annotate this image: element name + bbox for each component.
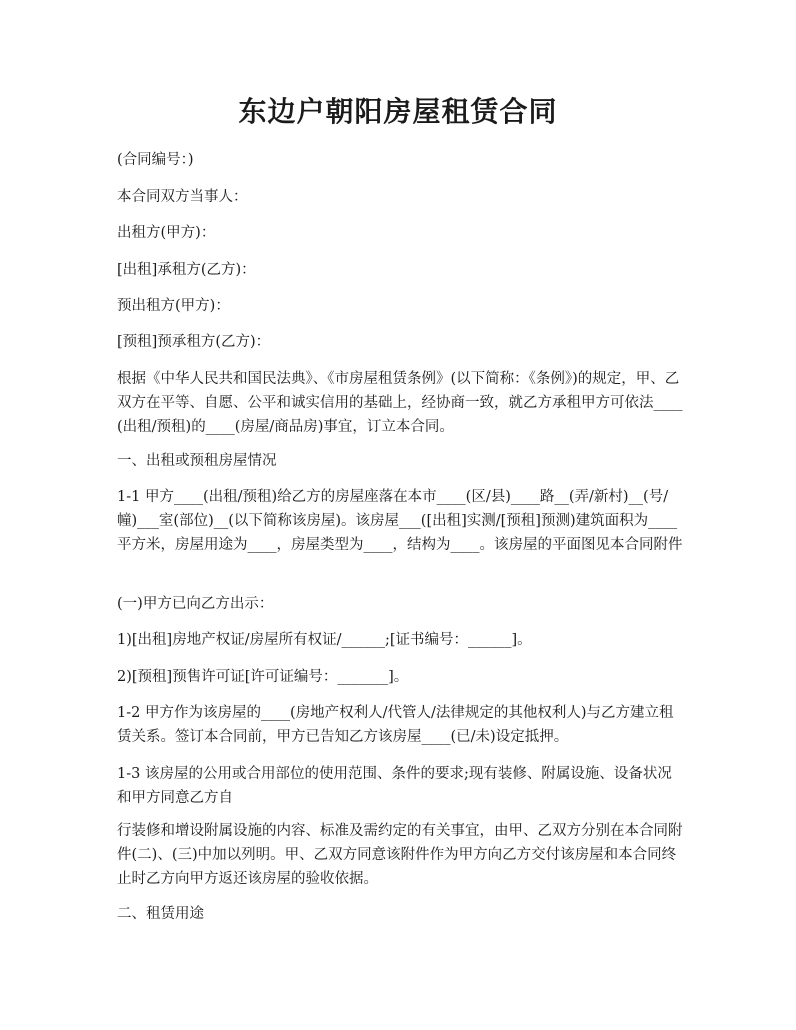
preamble-paragraph: 根据《中华人民共和国民法典》、《市房屋租赁条例》(以下简称：《条例》)的规定，甲、乙双方在平等、自愿、公平和诚实信用的基础上，经协商一致，就乙方承租甲方可依法____(出租/预租)的____(房屋/商品房)事宜，订立本合同。 xyxy=(117,371,683,435)
contract-number: (合同编号：) xyxy=(117,152,194,168)
lessee-line: [出租]承租方(乙方)： xyxy=(117,262,256,278)
lessor-line: 出租方(甲方)： xyxy=(117,225,216,241)
section-2-heading: 二、租赁用途 xyxy=(117,906,204,922)
clause-1-2: 1-2 甲方作为该房屋的____(房地产权利人/代管人/法律规定的其他权利人)与乙方建立租赁关系。签订本合同前，甲方已告知乙方该房屋____(已/未)设定抵押。 xyxy=(117,705,674,745)
pre-lessor-line: 预出租方(甲方)： xyxy=(117,298,230,314)
section-1-heading: 一、出租或预租房屋情况 xyxy=(117,453,277,469)
property-certificate-line: 1)[出租]房地产权证/房屋所有权证/______;[证书编号：______]。 xyxy=(117,632,532,648)
shown-documents-heading: (一)甲方已向乙方出示： xyxy=(117,596,274,612)
clause-1-1: 1-1 甲方____(出租/预租)给乙方的房屋座落在本市____(区/县)____路__(弄/新村)__(号/幢)___室(部位)__(以下简称该房屋)。该房屋___([出租]实测/[预租]预测)建筑面积为____平方米，房屋用途为____，房屋类型为____，结构为____。该房屋的平面图见本合同附件 xyxy=(117,489,683,553)
clause-1-3-continued: 行装修和增设附属设施的内容、标准及需约定的有关事宜，由甲、乙双方分别在本合同附件(二)、(三)中加以列明。甲、乙双方同意该附件作为甲方向乙方交付该房屋和本合同终止时乙方向甲方返还该房屋的验收依据。 xyxy=(117,823,683,887)
document-title: 东边户朝阳房屋租赁合同 xyxy=(238,95,558,128)
presale-permit-line: 2)[预租]预售许可证[许可证编号：_______]。 xyxy=(117,669,409,685)
pre-lessee-line: [预租]预承租方(乙方)： xyxy=(117,334,271,350)
clause-1-3: 1-3 该房屋的公用或合用部位的使用范围、条件的要求;现有装修、附属设施、设备状况和甲方同意乙方自 xyxy=(117,766,672,806)
parties-heading: 本合同双方当事人： xyxy=(117,189,248,205)
